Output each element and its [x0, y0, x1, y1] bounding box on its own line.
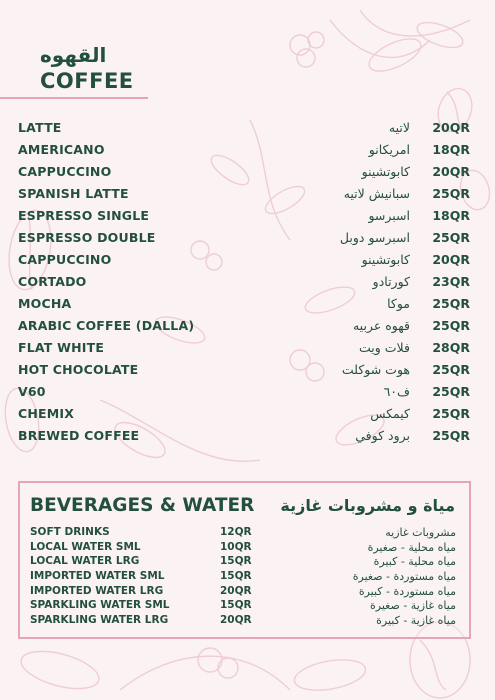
- item-price: 28QR: [432, 340, 470, 355]
- menu-item: [18, 315, 470, 337]
- menu-item: [18, 337, 470, 359]
- menu-item: [18, 117, 470, 139]
- item-name-english: CHEMIX: [18, 406, 75, 421]
- item-price: 18QR: [432, 208, 470, 223]
- item-price: 25QR: [432, 362, 470, 377]
- item-name-english: ESPRESSO DOUBLE: [18, 230, 156, 245]
- item-name-arabic: هوت شوكلت: [341, 362, 410, 377]
- item-price: 25QR: [432, 296, 470, 311]
- item-name-arabic: امريكانو: [368, 142, 410, 157]
- beverage-item: [30, 598, 460, 613]
- beverage-name-arabic: مياه مستوردة - كبيرة: [358, 584, 456, 598]
- item-name-arabic: كيمكس: [370, 406, 410, 421]
- item-price: 25QR: [432, 428, 470, 443]
- item-name-arabic: فلات ويت: [359, 340, 410, 355]
- beverage-price: 15QR: [220, 599, 252, 612]
- section-title-arabic: القهوه: [40, 43, 107, 67]
- beverage-price: 15QR: [220, 570, 252, 583]
- item-name-english: ESPRESSO SINGLE: [18, 208, 150, 223]
- menu-item: [18, 359, 470, 381]
- beverage-price: 12QR: [220, 526, 252, 538]
- item-name-arabic: سبانيش لاتيه: [343, 186, 410, 201]
- section-title-english: COFFEE: [40, 69, 134, 93]
- menu-item: [18, 183, 470, 205]
- item-name-english: CAPPUCCINO: [18, 252, 112, 267]
- menu-item: [18, 403, 470, 425]
- beverage-name-english: IMPORTED WATER SML: [30, 570, 165, 583]
- item-name-arabic: لاتيه: [388, 120, 410, 135]
- menu-item: [18, 271, 470, 293]
- beverage-name-arabic: مياه غازية - صغيرة: [370, 599, 456, 613]
- item-name-english: V60: [18, 384, 46, 399]
- item-name-arabic: اسبرسو دوبل: [339, 230, 410, 245]
- item-name-arabic: كابوتشينو: [361, 252, 410, 267]
- item-name-arabic: قهوه عربيه: [352, 318, 410, 333]
- menu-item: [18, 139, 470, 161]
- beverage-name-arabic: مياه غازية - كبيرة: [376, 614, 456, 628]
- item-name-arabic: اسبرسو: [368, 208, 410, 223]
- menu-item: [18, 161, 470, 183]
- beverage-name-english: SOFT DRINKS: [30, 526, 110, 538]
- item-price: 25QR: [432, 318, 470, 333]
- coffee-menu-list: [18, 117, 470, 447]
- beverage-name-english: SPARKLING WATER SML: [30, 599, 170, 612]
- menu-item: [18, 293, 470, 315]
- beverage-name-arabic: مياه محلية - صغيرة: [367, 540, 456, 554]
- item-price: 25QR: [432, 230, 470, 245]
- item-name-english: MOCHA: [18, 296, 72, 311]
- item-name-arabic: كورتادو: [372, 274, 410, 289]
- item-name-english: SPANISH LATTE: [18, 186, 129, 201]
- menu-item: [18, 249, 470, 271]
- coffee-header: [40, 44, 150, 94]
- beverage-price: 20QR: [220, 584, 252, 597]
- item-price: 25QR: [432, 406, 470, 421]
- beverages-panel: [18, 481, 471, 639]
- beverages-title-english: BEVERAGES & WATER: [30, 495, 255, 516]
- menu-item: [18, 227, 470, 249]
- beverage-price: 20QR: [220, 614, 252, 627]
- beverages-list: [30, 525, 460, 628]
- beverage-item: [30, 554, 460, 569]
- beverage-price: 15QR: [220, 555, 252, 568]
- item-name-arabic: ف٦٠: [383, 384, 410, 399]
- item-name-english: CAPPUCCINO: [18, 164, 112, 179]
- beverage-name-arabic: مياه محلية - كبيرة: [373, 555, 456, 569]
- item-price: 25QR: [432, 186, 470, 201]
- item-name-english: BREWED COFFEE: [18, 428, 140, 443]
- item-name-english: HOT CHOCOLATE: [18, 362, 139, 377]
- menu-item: [18, 381, 470, 403]
- item-name-arabic: كابوتشينو: [361, 164, 410, 179]
- item-name-arabic: برود كوفي: [355, 428, 410, 443]
- beverage-name-english: LOCAL WATER LRG: [30, 555, 140, 568]
- menu-item: [18, 425, 470, 447]
- beverage-price: 10QR: [220, 540, 252, 553]
- item-name-english: CORTADO: [18, 274, 87, 289]
- beverages-title-arabic: مياة و مشروبات غازية: [280, 496, 455, 515]
- beverage-name-english: IMPORTED WATER LRG: [30, 584, 164, 597]
- beverage-item: [30, 613, 460, 628]
- item-name-english: FLAT WHITE: [18, 340, 105, 355]
- item-price: 20QR: [432, 252, 470, 267]
- beverage-item: [30, 569, 460, 584]
- item-price: 23QR: [432, 274, 470, 289]
- item-price: 20QR: [432, 164, 470, 179]
- beverage-name-arabic: مشروبات غازيه: [385, 526, 456, 539]
- item-name-english: LATTE: [18, 120, 62, 135]
- title-divider: [0, 97, 148, 99]
- beverage-item: [30, 525, 460, 540]
- item-price: 20QR: [432, 120, 470, 135]
- beverage-name-english: SPARKLING WATER LRG: [30, 614, 169, 627]
- item-name-english: AMERICANO: [18, 142, 105, 157]
- menu-item: [18, 205, 470, 227]
- beverage-item: [30, 584, 460, 599]
- beverage-item: [30, 540, 460, 555]
- beverage-name-arabic: مياه مستوردة - صغيرة: [352, 570, 456, 584]
- item-price: 25QR: [432, 384, 470, 399]
- item-name-arabic: موكا: [387, 296, 410, 311]
- item-price: 18QR: [432, 142, 470, 157]
- item-name-english: ARABIC COFFEE (DALLA): [18, 318, 195, 333]
- beverage-name-english: LOCAL WATER SML: [30, 540, 141, 553]
